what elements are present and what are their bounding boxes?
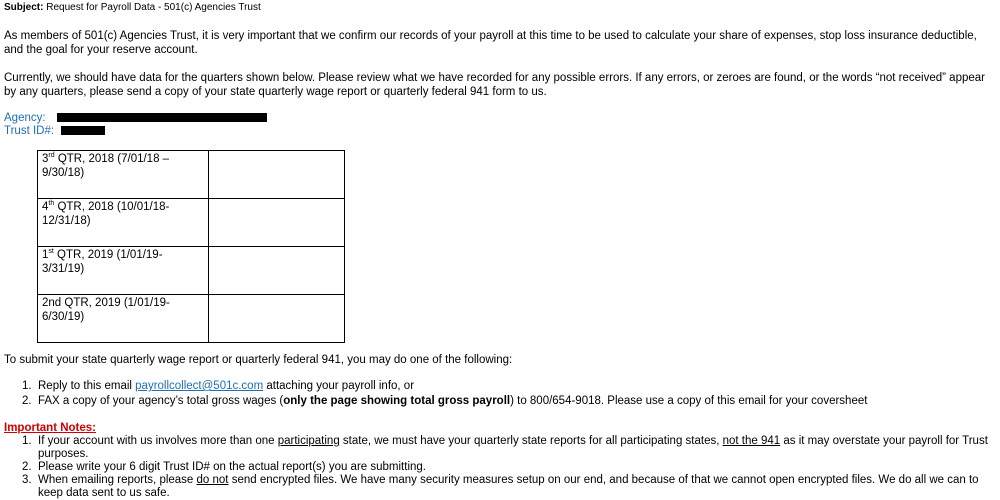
email-subject bbox=[4, 2, 261, 13]
quarter-cell: 2nd QTR, 2019 (1/01/19-6/30/19) bbox=[38, 295, 209, 343]
note-number: 1. bbox=[22, 435, 32, 447]
quarter-value-cell bbox=[209, 295, 345, 343]
option-fax: FAX a copy of your agency’s total gross wages (only the page showing total gross payroll) to 800/654-9018. Please use a copy of this email for your coversheet bbox=[38, 395, 868, 407]
submit-intro: To submit your state quarterly wage report or quarterly federal 941, you may do one of the following: bbox=[4, 354, 513, 366]
note-number: 2. bbox=[22, 461, 32, 473]
option-number: 1. bbox=[22, 380, 32, 392]
agency-label: Agency: bbox=[4, 112, 46, 124]
option-number: 2. bbox=[22, 395, 32, 407]
table-row bbox=[38, 247, 345, 295]
agency-redaction bbox=[57, 113, 267, 122]
note-2: Please write your 6 digit Trust ID# on the actual report(s) you are submitting. bbox=[38, 461, 426, 473]
subject-label: Subject: bbox=[4, 2, 44, 13]
table-row bbox=[38, 295, 345, 343]
subject-text: Request for Payroll Data - 501(c) Agencies Trust bbox=[46, 2, 261, 13]
table-row bbox=[38, 199, 345, 247]
quarter-value-cell bbox=[209, 199, 345, 247]
quarter-value-cell bbox=[209, 151, 345, 199]
instructions-paragraph: Currently, we should have data for the quarters shown below. Please review what we have recorded for any possible errors. If any errors, or zeroes are found, or the words “not received” appear by any quarters, please send a copy of your state quarterly wage report or quarterly federal 941 form to us. bbox=[4, 72, 985, 98]
email-link[interactable]: payrollcollect@501c.com bbox=[135, 380, 264, 392]
intro-paragraph: As members of 501(c) Agencies Trust, it is very important that we confirm our records of your payroll at this time to be used to calculate your share of expenses, stop loss insurance deductible, and the goal for your reserve account. bbox=[4, 30, 977, 56]
quarters-table bbox=[37, 150, 345, 343]
agency-line bbox=[4, 111, 994, 125]
quarter-cell: 4th QTR, 2018 (10/01/18-12/31/18) bbox=[38, 199, 209, 247]
quarter-value-cell bbox=[209, 247, 345, 295]
important-notes-title: Important Notes: bbox=[4, 422, 96, 434]
note-number: 3. bbox=[22, 474, 32, 486]
table-row bbox=[38, 151, 345, 199]
trust-id-line bbox=[4, 124, 994, 138]
note-1: If your account with us involves more than one participating state, we must have your quarterly state reports for all participating states, not the 941 as it may overstate your payroll for Trust purposes. bbox=[38, 435, 988, 460]
note-3: When emailing reports, please do not send encrypted files. We have many security measures setup on our end, and because of that we cannot open encrypted files. We do all we can to keep data sent to us safe. bbox=[38, 474, 979, 499]
quarter-cell: 3rd QTR, 2018 (7/01/18 – 9/30/18) bbox=[38, 151, 209, 199]
trust-id-label: Trust ID#: bbox=[4, 125, 55, 137]
option-reply-email: Reply to this email payrollcollect@501c.com attaching your payroll info, or bbox=[38, 380, 415, 392]
quarter-cell: 1st QTR, 2019 (1/01/19-3/31/19) bbox=[38, 247, 209, 295]
trust-id-redaction bbox=[61, 126, 105, 135]
